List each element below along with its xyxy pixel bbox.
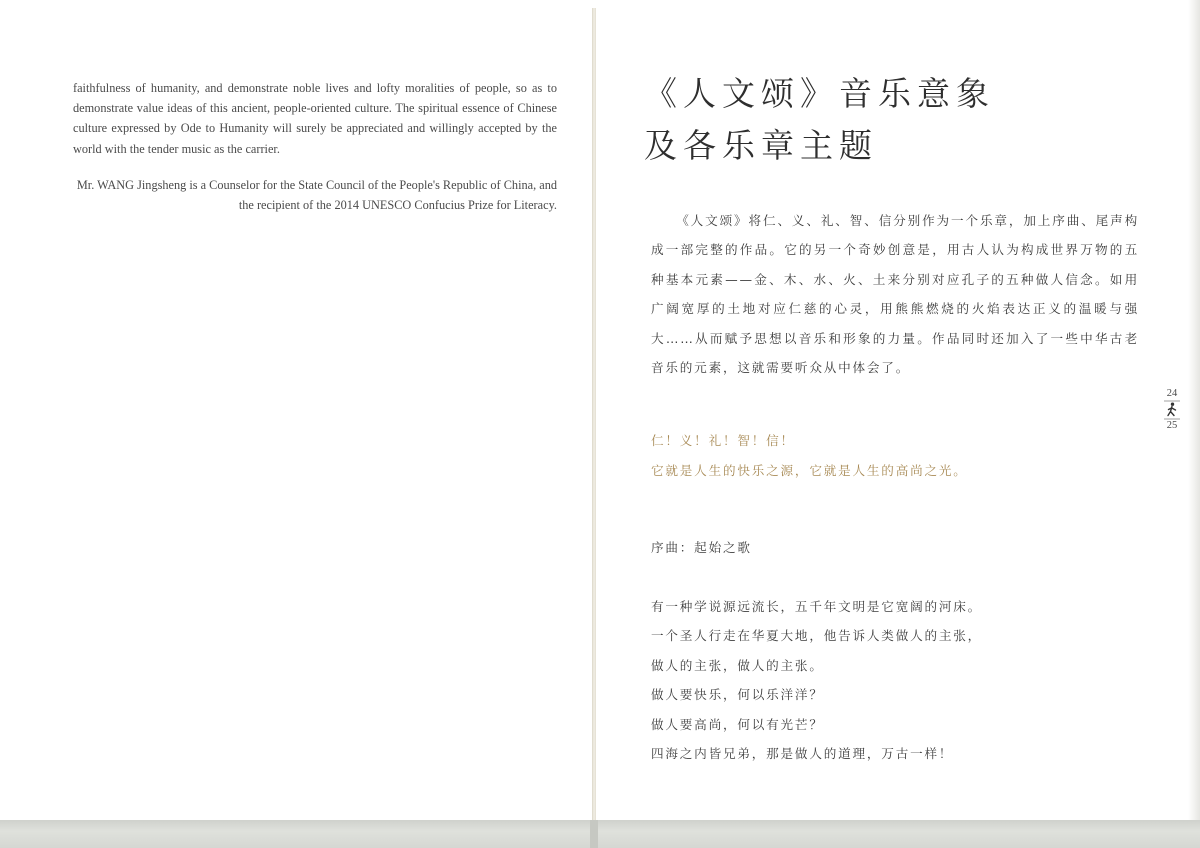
- poem-line: 做人要高尚，何以有光芒？: [651, 716, 824, 732]
- poem-line: 四海之内皆兄弟，那是做人的道理，万古一样！: [651, 746, 954, 762]
- page-number-left: 24: [1166, 388, 1178, 399]
- page-title: [644, 68, 995, 172]
- scan-bottom-strip: [0, 820, 1200, 848]
- title-line: 及各乐章主题: [644, 126, 878, 165]
- author-credit-paragraph: Mr. WANG Jingsheng is a Counselor for the State Council of the People's Republic of China, and the recipient of the 2014 UNESCO Confucius Prize for Literacy.: [76, 177, 557, 213]
- poem-line: 有一种学说源远流长，五千年文明是它宽阔的河床。: [651, 599, 983, 614]
- poem-line: 一个圣人行走在华夏大地，他告诉人类做人的主张，: [651, 628, 983, 644]
- page-number-right: 25: [1166, 420, 1178, 431]
- poem-line: 做人要快乐，何以乐洋洋？: [651, 687, 824, 703]
- walking-figure-icon: [1160, 400, 1184, 420]
- intro-paragraph: 《人文颂》将仁、义、礼、智、信分别作为一个乐章，加上序曲、尾声构成一部完整的作品。它的另一个奇妙创意是，用古人认为构成世界万物的五种基本元素——金、木、水、火、土来分别对应孔子的五种做人信念。如用广阔宽厚的土地对应仁慈的心灵，用熊熊燃烧的火焰表达正义的温暖与强大……从而赋予思想以音乐和形象的力量。作品同时还加入了一些中华古老音乐的元素，这就需要听众从中体会了。: [651, 213, 1139, 376]
- english-paragraph: faithfulness of humanity, and demonstrate noble lives and lofty moralities of people, so as to demonstrate value ideas of this ancient, people-oriented culture. The spiritual essence of Chinese culture expressed by Ode to Humanity will surely be appreciated and willingly accepted by the world with the tender music as the carrier.: [73, 81, 557, 156]
- highlight-block: [651, 426, 1131, 486]
- title-line: 《人文颂》音乐意象: [644, 74, 995, 113]
- left-page: [0, 0, 593, 820]
- poem-block: [651, 592, 1131, 768]
- left-page-text: [73, 78, 557, 215]
- highlight-line: 它就是人生的快乐之源，它就是人生的高尚之光。: [651, 463, 968, 478]
- page-edge: [1188, 0, 1200, 820]
- intro-paragraph-block: [651, 206, 1139, 382]
- poem-line: 做人的主张，做人的主张。: [651, 657, 824, 673]
- spine-seam: [590, 820, 598, 848]
- page-number-marker: [1160, 388, 1184, 432]
- highlight-line: 仁！义！礼！智！信！: [651, 433, 795, 448]
- section-heading: 序曲：起始之歌: [651, 540, 752, 555]
